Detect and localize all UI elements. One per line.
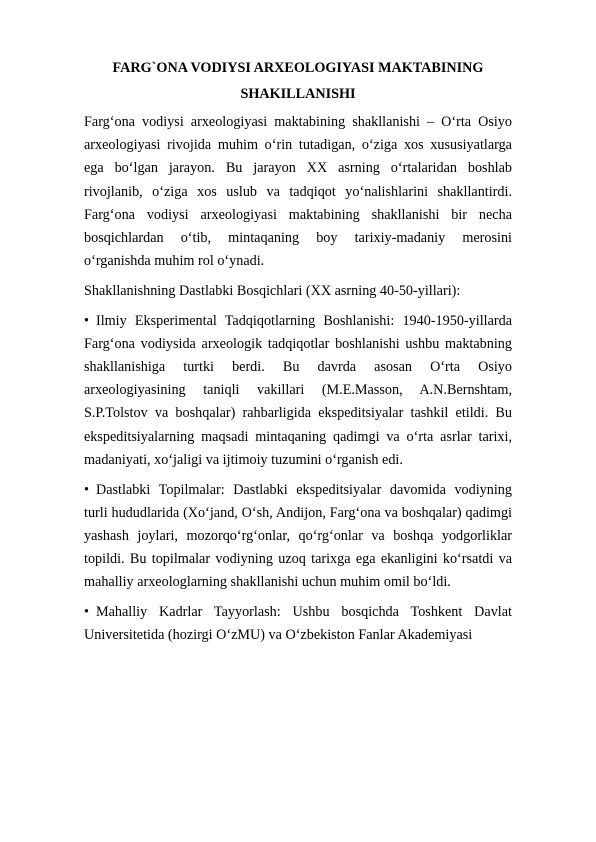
title-line-2: SHAKILLANISHI xyxy=(240,86,356,102)
bullet-text: Dastlabki Topilmalar: Dastlabki ekspeditsiyalar davomida vodiyning turli hududlarida (Xo‘jand, O‘sh, Andijon, Farg‘ona va boshqalar) qadimgi yashash joylari, mozorqo‘rg‘onlar, qo‘rg‘onlar va boshqa yodgorliklar topildi. Bu topilmalar vodiyning uzoq tarixga ega ekanligini ko‘rsatdi va mahalliy arxeologlarning shakllanishi uchun muhim omil bo‘ldi. xyxy=(84,481,512,591)
title-line-1: FARG`ONA VODIYSI ARXEOLOGIYASI MAKTABINING xyxy=(112,60,484,76)
bullet-item xyxy=(84,601,512,647)
bullet-text: Mahalliy Kadrlar Tayyorlash: Ushbu bosqichda Toshkent Davlat Universitetida (hozirgi O‘zMU) va O‘zbekiston Fanlar Akademiyasi xyxy=(84,604,512,644)
bullet-item xyxy=(84,310,512,472)
document-title xyxy=(84,55,512,107)
section-heading: Shakllanishning Dastlabki Bosqichlari (XX asrning 40-50-yillari): xyxy=(84,282,461,299)
bullet-item xyxy=(84,479,512,595)
intro-paragraph: Farg‘ona vodiysi arxeologiyasi maktabining shakllanishi – O‘rta Osiyo arxeologiyasi rivojida muhim o‘rin tutadigan, o‘ziga xos xususiyatlarga ega bo‘lgan jarayon. Bu jarayon XX asrning o‘rtalaridan boshlab rivojlanib, o‘ziga xos uslub va tadqiqot yo‘nalishlarini shakllantirdi. Farg‘ona vodiysi arxeologiyasi maktabining shakllanishi bir necha bosqichlardan o‘tib, mintaqaning boy tarixiy-madaniy merosini o‘rganishda muhim rol o‘ynadi. xyxy=(84,114,512,270)
bullet-text: Ilmiy Eksperimental Tadqiqotlarning Boshlanishi: 1940-1950-yillarda Farg‘ona vodiysida arxeologik tadqiqotlar boshlanishi ushbu maktabning shakllanishiga turtki berdi. Bu davrda asosan O‘rta Osiyo arxeologiyasining taniqli vakillari (M.E.Masson, A.N.Bernshtam, S.P.Tolstov va boshqalar) rahbarligida ekspeditsiyalar tashkil etildi. Bu ekspeditsiyalarning maqsadi mintaqaning qadimgi va o‘rta asrlar tarixi, madaniyati, xo‘jaligi va ijtimoiy tuzumini o‘rganish edi. xyxy=(84,312,512,468)
bullet-icon: • xyxy=(84,312,89,329)
bullet-icon: • xyxy=(84,481,89,498)
document-body xyxy=(84,55,512,647)
bullet-icon: • xyxy=(84,604,89,621)
